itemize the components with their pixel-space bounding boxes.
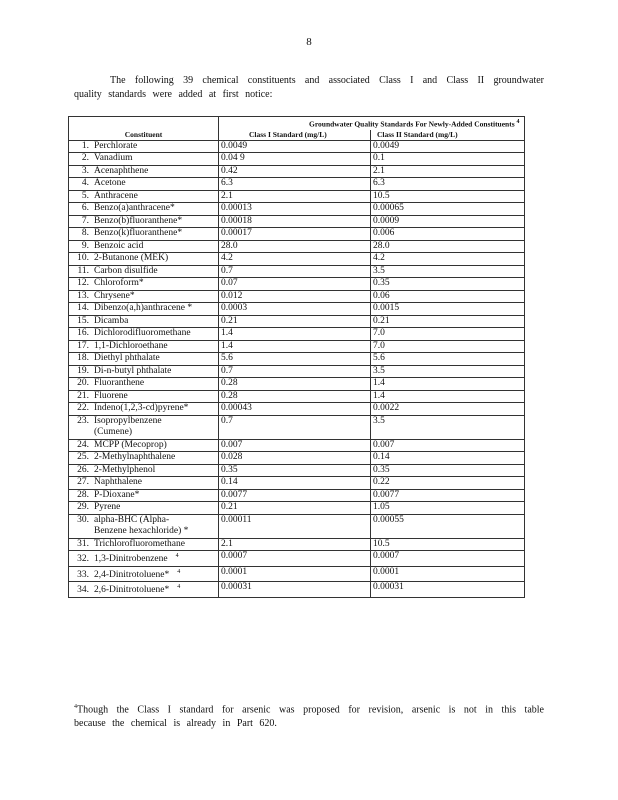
cell-constituent [69, 477, 219, 490]
row-number: 34. [77, 585, 89, 596]
constituent-name: Perchlorate [94, 140, 138, 151]
cell-class1: 0.7 [219, 265, 371, 278]
row-number: 10. [77, 253, 89, 263]
header-footnote-mark: 4 [516, 119, 520, 125]
constituent-name: Chrysene* [94, 290, 135, 301]
constituent-name: alpha-BHC (Alpha- [94, 514, 170, 525]
constituent-name: 1,1-Dichloroethane [94, 340, 168, 351]
constituent-name: Trichlorofluoromethane [94, 538, 185, 549]
table-row [69, 403, 525, 416]
constituent-name: 2-Methylphenol [94, 464, 156, 475]
col-header-constituent: Constituent [69, 130, 219, 141]
table-row [69, 390, 525, 403]
cell-class1: 0.0001 [219, 566, 371, 582]
constituent-name: 2-Butanone (MEK) [94, 253, 169, 263]
cell-class2: 6.3 [371, 178, 525, 191]
table-row [69, 328, 525, 341]
table-row [69, 290, 525, 303]
cell-class1: 1.4 [219, 328, 371, 341]
cell-class1: 0.0007 [219, 551, 371, 567]
table-row [69, 340, 525, 353]
table-row [69, 203, 525, 216]
cell-class1: 0.012 [219, 290, 371, 303]
constituent-name: Di-n-butyl phthalate [94, 365, 172, 376]
cell-class1: 0.07 [219, 278, 371, 291]
cell-constituent [69, 165, 219, 178]
constituent-name: MCPP (Mecoprop) [94, 439, 167, 450]
row-number: 23. [77, 415, 89, 426]
cell-class2: 0.0009 [371, 215, 525, 228]
cell-constituent [69, 340, 219, 353]
header-title: Groundwater Quality Standards For Newly-Added Constituents [309, 119, 515, 129]
cell-class1: 0.00031 [219, 582, 371, 598]
constituent-name: Acenaphthene [94, 165, 149, 176]
intro-paragraph: The following 39 chemical constituents and associated Class I and Class II groundwater quality standards were added at first notice: [74, 75, 544, 100]
cell-class1: 0.14 [219, 477, 371, 490]
table-row [69, 502, 525, 515]
cell-constituent [69, 240, 219, 253]
cell-class1: 0.42 [219, 165, 371, 178]
cell-constituent [69, 489, 219, 502]
table-row [69, 464, 525, 477]
row-number: 2. [81, 153, 89, 163]
row-number: 4. [81, 178, 89, 188]
table-row [69, 489, 525, 502]
table-row [69, 582, 525, 598]
cell-constituent [69, 278, 219, 291]
row-number: 13. [77, 290, 89, 301]
constituent-name: Fluorene [94, 390, 128, 401]
row-number: 27. [77, 477, 89, 487]
row-number: 15. [77, 315, 89, 326]
cell-class1: 0.007 [219, 439, 371, 452]
footnote-mark: 4 [177, 584, 181, 591]
cell-constituent [69, 566, 219, 582]
constituent-name: Isopropylbenzene [94, 415, 162, 426]
constituent-name: Dicamba [94, 315, 129, 326]
constituent-name: Anthracene [94, 190, 138, 201]
cell-constituent [69, 378, 219, 391]
constituent-name: Carbon disulfide [94, 265, 158, 276]
cell-class2: 4.2 [371, 253, 525, 266]
constituent-name: Dibenzo(a,h)anthracene * [94, 303, 193, 313]
cell-class1: 0.7 [219, 415, 371, 439]
cell-class2: 28.0 [371, 240, 525, 253]
standards-table-wrapper [68, 116, 524, 598]
cell-class2: 0.007 [371, 439, 525, 452]
row-number: 25. [77, 452, 89, 462]
cell-constituent [69, 403, 219, 416]
cell-class2: 0.0007 [371, 551, 525, 567]
cell-class1: 2.1 [219, 190, 371, 203]
constituent-name: 2,6-Dinitrotoluene* [94, 585, 170, 596]
table-row [69, 278, 525, 291]
cell-class2: 0.0022 [371, 403, 525, 416]
cell-class1: 0.21 [219, 315, 371, 328]
cell-constituent [69, 215, 219, 228]
row-number: 30. [77, 514, 89, 525]
row-number: 7. [81, 215, 89, 226]
cell-class1: 0.0077 [219, 489, 371, 502]
constituent-name: Diethyl phthalate [94, 353, 160, 363]
table-row [69, 439, 525, 452]
cell-class2: 5.6 [371, 353, 525, 366]
cell-class1: 0.00043 [219, 403, 371, 416]
cell-class2: 0.00031 [371, 582, 525, 598]
cell-class1: 6.3 [219, 178, 371, 191]
constituent-name: Fluoranthene [94, 378, 145, 388]
row-number: 29. [77, 502, 89, 512]
cell-class1: 0.28 [219, 378, 371, 391]
cell-class2: 3.5 [371, 415, 525, 439]
table-row [69, 452, 525, 465]
cell-class1: 0.7 [219, 365, 371, 378]
cell-constituent [69, 178, 219, 191]
cell-class1: 5.6 [219, 353, 371, 366]
row-number: 20. [77, 378, 89, 388]
constituent-name: 2-Methylnaphthalene [94, 452, 176, 462]
cell-class2: 1.4 [371, 378, 525, 391]
cell-class2: 10.5 [371, 190, 525, 203]
row-number: 31. [77, 538, 89, 549]
cell-class1: 0.00013 [219, 203, 371, 216]
constituent-name: Benzoic acid [94, 240, 144, 251]
cell-class1: 0.35 [219, 464, 371, 477]
cell-constituent [69, 464, 219, 477]
cell-constituent [69, 315, 219, 328]
cell-class2: 10.5 [371, 538, 525, 551]
cell-class2: 0.00055 [371, 514, 525, 538]
cell-class2: 0.1 [371, 153, 525, 166]
cell-class2: 0.0015 [371, 303, 525, 316]
footnote-mark: 4 [175, 553, 179, 559]
cell-class2: 0.14 [371, 452, 525, 465]
row-number: 32. [77, 554, 89, 565]
cell-constituent [69, 439, 219, 452]
table-row [69, 215, 525, 228]
table-row [69, 153, 525, 166]
row-number: 12. [77, 278, 89, 288]
row-number: 24. [77, 439, 89, 450]
col-header-class2: Class II Standard (mg/L) [371, 130, 525, 141]
cell-constituent [69, 265, 219, 278]
row-number: 5. [81, 190, 89, 201]
table-row [69, 190, 525, 203]
cell-constituent [69, 190, 219, 203]
cell-class1: 0.00017 [219, 228, 371, 241]
row-number: 11. [77, 265, 89, 276]
footnote [74, 700, 544, 731]
constituent-name: Benzo(b)fluoranthene* [94, 215, 183, 226]
table-row [69, 378, 525, 391]
cell-class2: 0.21 [371, 315, 525, 328]
cell-constituent [69, 502, 219, 515]
table-body [69, 140, 525, 597]
cell-constituent [69, 582, 219, 598]
cell-class1: 0.028 [219, 452, 371, 465]
cell-constituent [69, 140, 219, 153]
cell-class1: 0.04 9 [219, 153, 371, 166]
cell-class1: 0.00018 [219, 215, 371, 228]
cell-constituent [69, 538, 219, 551]
cell-constituent [69, 228, 219, 241]
constituent-name-continued: Benzene hexachloride) * [94, 526, 189, 536]
cell-constituent [69, 365, 219, 378]
cell-class1: 0.0003 [219, 303, 371, 316]
constituent-name: P-Dioxane* [94, 489, 140, 500]
table-row [69, 538, 525, 551]
cell-constituent [69, 253, 219, 266]
row-number: 26. [77, 464, 89, 475]
row-number: 6. [81, 203, 89, 213]
cell-constituent [69, 514, 219, 538]
cell-class2: 1.05 [371, 502, 525, 515]
row-number: 22. [77, 403, 89, 413]
table-row [69, 240, 525, 253]
table-row [69, 477, 525, 490]
row-number: 14. [77, 303, 89, 313]
constituent-name: Dichlorodifluoromethane [94, 328, 191, 338]
cell-class2: 0.35 [371, 278, 525, 291]
cell-class1: 4.2 [219, 253, 371, 266]
cell-class2: 0.06 [371, 290, 525, 303]
row-number: 9. [81, 240, 89, 251]
constituent-name: Acetone [94, 178, 126, 188]
constituent-name: Vanadium [94, 153, 133, 163]
table-row [69, 514, 525, 538]
row-number: 19. [77, 365, 89, 376]
constituent-name: Indeno(1,2,3-cd)pyrene* [94, 403, 189, 413]
cell-constituent [69, 328, 219, 341]
cell-class1: 0.21 [219, 502, 371, 515]
cell-constituent [69, 290, 219, 303]
table-row [69, 165, 525, 178]
cell-class2: 3.5 [371, 265, 525, 278]
cell-class1: 0.0049 [219, 140, 371, 153]
table-row [69, 315, 525, 328]
cell-constituent [69, 390, 219, 403]
table-header-columns [69, 130, 525, 141]
constituent-name: Chloroform* [94, 278, 144, 288]
cell-constituent [69, 353, 219, 366]
cell-constituent [69, 551, 219, 567]
table-row [69, 265, 525, 278]
cell-class2: 0.0049 [371, 140, 525, 153]
cell-constituent [69, 303, 219, 316]
cell-constituent [69, 153, 219, 166]
table-row [69, 303, 525, 316]
table-row [69, 140, 525, 153]
col-header-class1: Class I Standard (mg/L) [219, 130, 371, 141]
cell-class1: 0.00011 [219, 514, 371, 538]
constituent-name: Benzo(k)fluoranthene* [94, 228, 183, 238]
cell-class2: 0.35 [371, 464, 525, 477]
table-row [69, 415, 525, 439]
cell-class2: 7.0 [371, 328, 525, 341]
cell-class2: 3.5 [371, 365, 525, 378]
constituent-name: Pyrene [94, 502, 121, 512]
cell-class2: 7.0 [371, 340, 525, 353]
row-number: 3. [81, 165, 89, 176]
row-number: 1. [81, 140, 89, 151]
cell-class1: 2.1 [219, 538, 371, 551]
cell-class2: 0.0001 [371, 566, 525, 582]
row-number: 8. [81, 228, 89, 238]
constituent-name: Naphthalene [94, 477, 143, 487]
footnote-mark: 4 [74, 704, 77, 710]
row-number: 28. [77, 489, 89, 500]
constituent-name: 2,4-Dinitrotoluene* [94, 569, 170, 580]
table-row [69, 551, 525, 567]
row-number: 18. [77, 353, 89, 363]
cell-constituent [69, 203, 219, 216]
constituent-name: Benzo(a)anthracene* [94, 203, 175, 213]
constituent-name: 1,3-Dinitrobenzene [94, 554, 168, 565]
table-row [69, 178, 525, 191]
cell-class2: 1.4 [371, 390, 525, 403]
row-number: 16. [77, 328, 89, 338]
table-row [69, 228, 525, 241]
row-number: 17. [77, 340, 89, 351]
cell-class2: 2.1 [371, 165, 525, 178]
footnote-mark: 4 [177, 568, 181, 575]
cell-class2: 0.0077 [371, 489, 525, 502]
cell-class1: 1.4 [219, 340, 371, 353]
row-number: 21. [77, 390, 89, 401]
cell-class1: 28.0 [219, 240, 371, 253]
row-number: 33. [77, 569, 89, 580]
table-row [69, 353, 525, 366]
cell-constituent [69, 415, 219, 439]
constituent-name-continued: (Cumene) [94, 427, 132, 437]
table-row [69, 365, 525, 378]
page-number: 8 [306, 36, 312, 48]
standards-table [68, 116, 525, 598]
cell-class2: 0.00065 [371, 203, 525, 216]
table-header-top [69, 117, 525, 130]
cell-constituent [69, 452, 219, 465]
cell-class1: 0.28 [219, 390, 371, 403]
footnote-text: Though the Class I standard for arsenic was proposed for revision, arsenic is not in this table because the chemical is already in Part 620. [74, 704, 544, 730]
cell-class2: 0.006 [371, 228, 525, 241]
cell-class2: 0.22 [371, 477, 525, 490]
table-row [69, 566, 525, 582]
table-row [69, 253, 525, 266]
